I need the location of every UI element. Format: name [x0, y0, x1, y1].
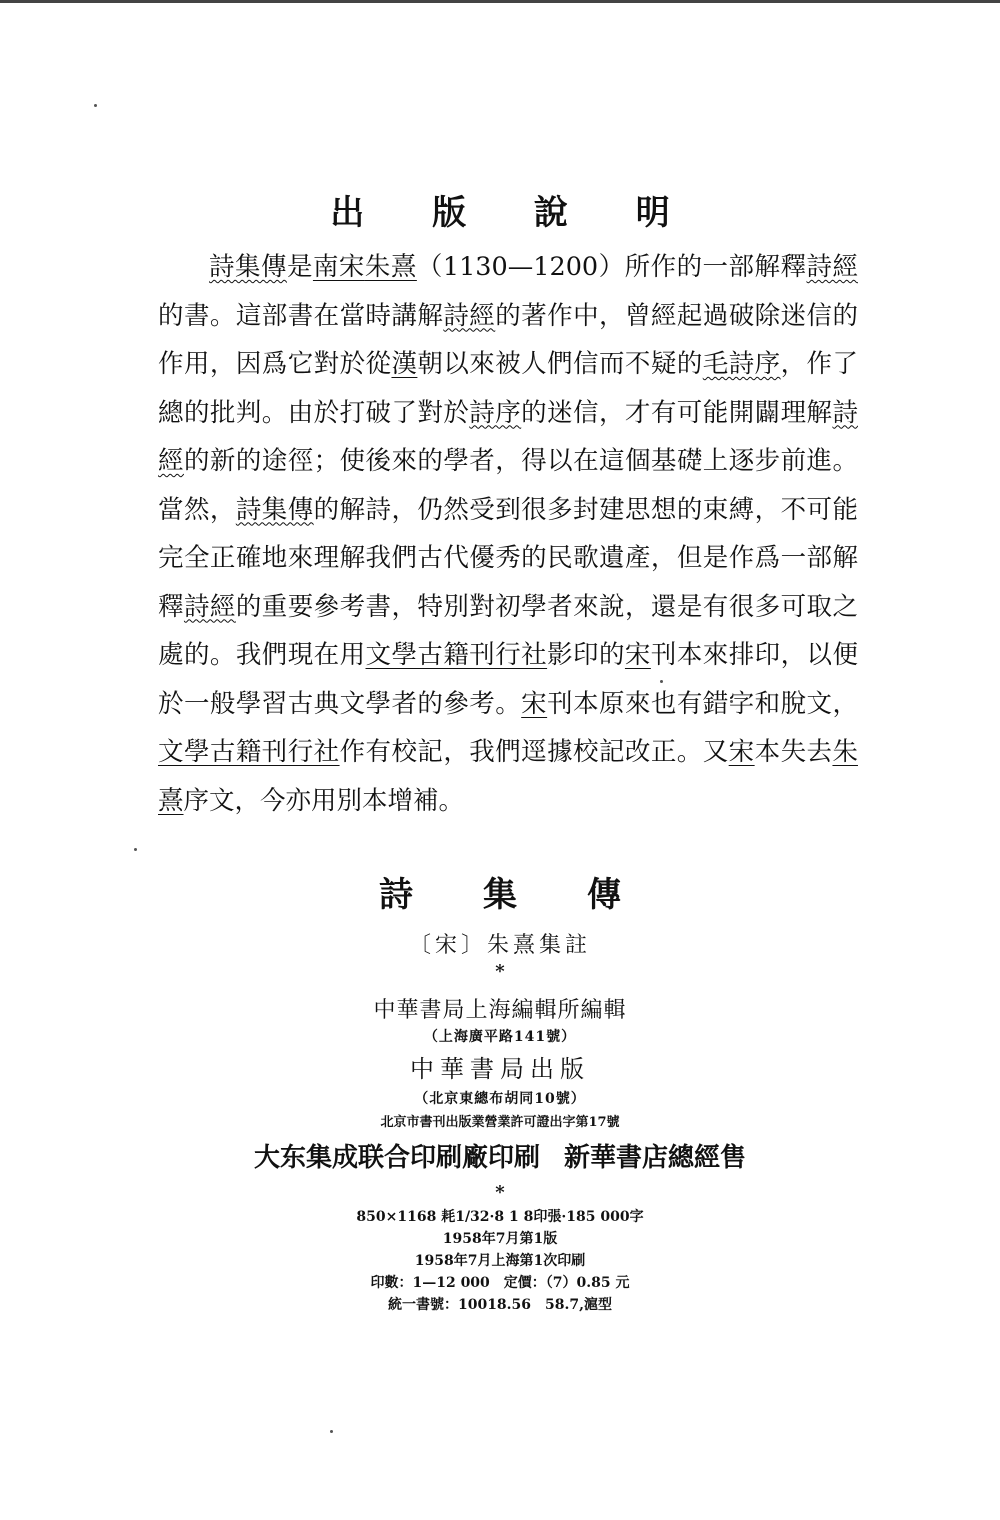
proper-noun-mark: 宋: [521, 688, 548, 719]
format-spec: 850×1168 耗1/32·8 1 8印張·185 000字: [356, 1209, 644, 1225]
edition-line: 1958年7月第1版: [442, 1231, 558, 1247]
intro-text: 詩集傳是南宋朱熹（1130—1200）所作的一部解釋詩經的書。這部書在當時講解詩經的著作中，曾經起過破除迷信的作用，因爲它對於從漢朝以來被人們信而不疑的毛詩序，作了總的批判。由於打破了對於詩序的迷信，才有可能開闢理解詩經的新的途徑；使後來的學者，得以在這個基礎上逐步前進。當然，詩集傳的解詩，仍然受到很多封建思想的束縛，不可能完全正確地來理解我們古代優秀的民歌遺產，但是作爲一部解釋詩經的重要參考書，特別對初學者來說，還是有很多可取之處的。我們現在用文學古籍刊行社影印的宋刊本來排印，以便於一般學習古典文學者的參考。宋刊本原來也有錯字和脫文，文學古籍刊行社作有校記，我們逕據校記改正。又宋本失去朱熹序文，今亦用別本增補。: [158, 252, 858, 816]
scan-speck: [330, 1430, 333, 1433]
print-run-price: 印數：1—12 000 定價：（7）0.85 元: [370, 1275, 630, 1291]
proper-noun-mark: 宋: [728, 737, 755, 767]
proper-noun-mark: 朱熹: [364, 252, 417, 282]
book-title-mark: 詩經: [158, 397, 858, 476]
book-title-mark: 毛詩序: [702, 349, 781, 379]
book-title-mark: 詩經: [443, 300, 496, 331]
scan-speck: [94, 104, 97, 107]
page-title: 出 版 說 明: [330, 193, 698, 233]
proper-noun-mark: 漢: [391, 349, 418, 379]
printer-line: [0, 1136, 1000, 1180]
proper-noun-mark: 文學古籍刊行社: [158, 737, 340, 767]
proper-noun-mark: 文學古籍刊行社: [365, 640, 548, 670]
publishing-permit: 北京市書刊出版業營業許可證出字第17號: [380, 1115, 620, 1130]
scan-edge-rule: [0, 0, 1000, 3]
unified-book-number: 統一書號：10018.56 58.7,滬型: [387, 1297, 613, 1313]
separator-star: *: [495, 1182, 505, 1203]
publisher-line: 中華書局出版: [410, 1055, 590, 1083]
distributor-name: 新華書店總經售: [564, 1143, 747, 1173]
colophon: [0, 870, 1000, 1316]
intro-paragraph: [158, 243, 858, 825]
printer-name: 大东集成联合印刷廠印刷: [253, 1143, 540, 1173]
proper-noun-mark: 朱熹: [158, 737, 858, 816]
book-title: 詩集傳: [379, 875, 691, 915]
separator-star: *: [495, 961, 505, 982]
proper-noun-mark: 宋: [624, 640, 651, 670]
publisher-address: （北京東總布胡同10號）: [414, 1091, 586, 1107]
printing-line: 1958年7月上海第1次印刷: [414, 1253, 586, 1269]
editor-address: （上海廣平路141號）: [423, 1029, 577, 1045]
proper-noun-mark: 南宋: [312, 252, 365, 282]
book-title-mark: 詩集傳: [235, 494, 314, 525]
book-title-mark: 詩集傳: [209, 252, 287, 282]
book-title-mark: 詩經: [806, 252, 858, 282]
book-title-mark: 詩經: [183, 591, 236, 622]
scan-speck: [134, 848, 137, 851]
editor-line: 中華書局上海編輯所編輯: [373, 998, 627, 1023]
author-line: 〔宋〕朱熹集註: [408, 933, 591, 958]
book-title-mark: 詩序: [469, 397, 522, 428]
